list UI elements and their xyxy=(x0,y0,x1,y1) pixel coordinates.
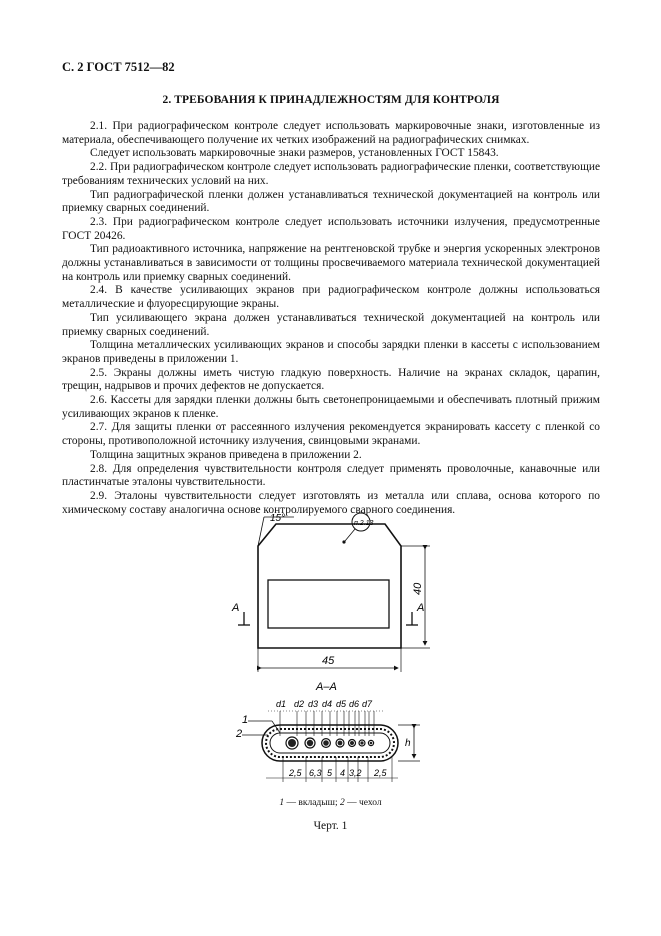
width-dimension: 45 xyxy=(322,655,335,667)
angle-label: 15° xyxy=(270,513,286,524)
paragraph: 2.4. В качестве усиливающих экранов при радиографическом контроле должны использоваться металлические и флуоресцирующие экраны. xyxy=(62,284,600,311)
paragraph: Следует использовать маркировочные знаки размеров, установленных ГОСТ 15843. xyxy=(90,147,499,160)
paragraph: 2.7. Для защиты пленки от рассеянного излучения рекомендуется экранировать кассету с пленкой со стороны, противоположной источнику излучения, свинцовыми экранами. xyxy=(62,421,600,448)
paragraph: 2.6. Кассеты для зарядки пленки должны быть светонепроницаемыми и обеспечивать плотный прижим усиливающих экранов к пленке. xyxy=(62,394,600,420)
paragraph: Толщина металлических усиливающих экранов и способы зарядки пленки в кассеты с использованием экранов приведены в приложении 1. xyxy=(62,339,600,365)
section-view-title: А–А xyxy=(316,681,337,693)
paragraph: Тип усиливающего экрана должен устанавливаться технической документацией на контроль или приемку сварных соединений. xyxy=(62,311,600,338)
thickness-label: h xyxy=(405,738,411,749)
window-rect xyxy=(268,580,389,628)
wire-label-d3: d3 xyxy=(308,699,319,709)
wire-label-d6: d6 xyxy=(349,699,360,709)
dim-2-5-right: 2,5 xyxy=(374,768,387,778)
paragraph: 2.1. При радиографическом контроле следует использовать маркировочные знаки, изготовленные из материала, обеспечивающего получение их четких изображений на радиографических снимках. xyxy=(62,120,600,146)
wire-label-d5: d5 xyxy=(336,699,347,709)
dim-2-5-left: 2,5 xyxy=(289,768,302,778)
marking-label: п.2.13 xyxy=(354,520,374,527)
body-text xyxy=(62,120,600,517)
caption-text-2: — чехол xyxy=(344,798,382,808)
paragraph: Тип радиографической пленки должен устанавливаться технической документацией на контроль или приемку сварных соединений. xyxy=(62,188,600,215)
paragraph: 2.5. Экраны должны иметь чистую гладкую поверхность. Наличие на экранах складок, царапин, трещин, надрывов и прочих дефектов не допускается. xyxy=(62,366,600,393)
section-marker-left: А xyxy=(232,602,240,614)
sensitivity-standard-outline xyxy=(258,524,401,648)
wire-label-d7: d7 xyxy=(362,699,373,709)
dim-3-2: 3,2 xyxy=(349,768,362,778)
section-title: 2. ТРЕБОВАНИЯ К ПРИНАДЛЕЖНОСТЯМ ДЛЯ КОНТРОЛЯ xyxy=(162,94,500,106)
paragraph: 2.2. При радиографическом контроле следует использовать радиографические пленки, соответствующие требованиям технических условий на них. xyxy=(62,161,600,187)
height-dimension: 40 xyxy=(412,582,424,595)
figure-drawing xyxy=(0,505,661,835)
paragraph: 2.9. Эталоны чувствительности следует изготовлять из металла или сплава, основа которого по химическому составу аналогична основе контролируемого сварного соединения. xyxy=(62,489,600,516)
figure-caption xyxy=(0,798,661,808)
paragraph: Тип радиоактивного источника, напряжение на рентгеновской трубке и энергия ускоренных электронов должны устанавливаться в зависимости от толщины просвечиваемого материала технической документацией на контроль или приемку сварных соединений. xyxy=(62,243,600,283)
wire-label-d2: d2 xyxy=(294,699,305,709)
wire-label-d4: d4 xyxy=(322,699,333,709)
dim-4: 4 xyxy=(340,768,346,778)
wire-label-d1: d1 xyxy=(276,699,287,709)
paragraph: 2.8. Для определения чувствительности контроля следует применять проволочные, канавочные или пластинчатые эталоны чувствительности. xyxy=(62,462,600,489)
page-header: С. 2 ГОСТ 7512—82 xyxy=(62,60,175,74)
figure-number: Черт. 1 xyxy=(313,820,348,832)
part-label-2: 2 xyxy=(236,728,243,740)
caption-text-1: — вкладыш; xyxy=(284,798,340,808)
caption-num-1: 1 xyxy=(279,798,285,808)
paragraph: 2.3. При радиографическом контроле следует использовать источники излучения, предусмотренные ГОСТ 20426. xyxy=(62,215,600,242)
dim-6-3: 6,3 xyxy=(309,768,322,778)
paragraph: Толщина защитных экранов приведена в приложении 2. xyxy=(90,448,362,461)
section-marker-right: А xyxy=(417,602,425,614)
caption-num-2: 2 xyxy=(339,798,345,808)
part-label-1: 1 xyxy=(242,714,249,726)
dim-5: 5 xyxy=(327,768,333,778)
